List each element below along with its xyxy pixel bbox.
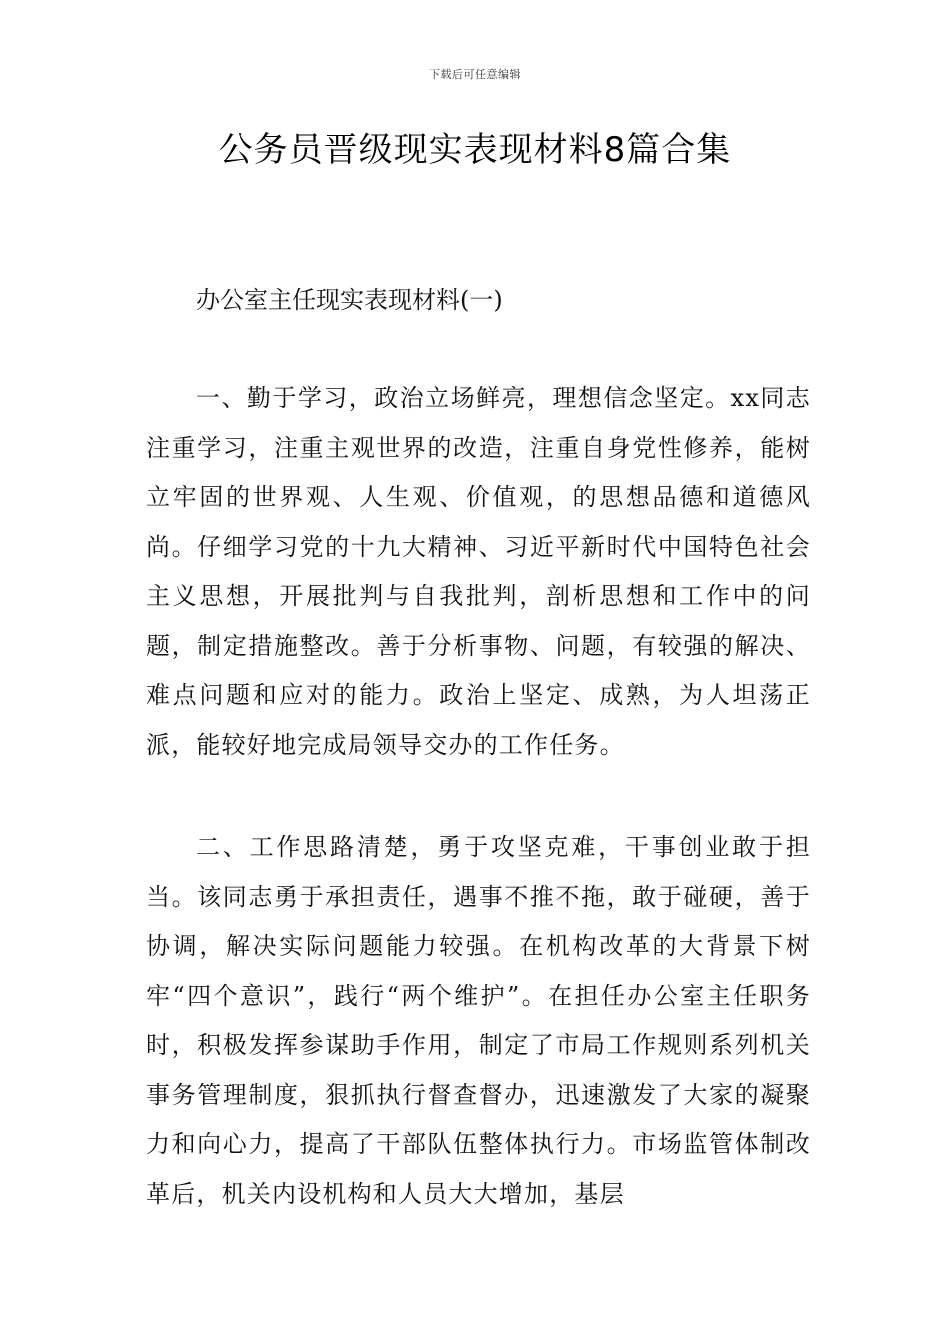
body-paragraph: 一、勤于学习，政治立场鲜亮，理想信念坚定。xx同志注重学习，注重主观世界的改造，注重自身党性修养，能树立牢固的世界观、人生观、价值观，的思想品德和道德风尚。仔细学习党的十九大精神、习近平新时代中国特色社会主义思想，开展批判与自我批判，剖析思想和工作中的问题，制定措施整改。善于分析事物、问题，有较强的解决、难点问题和应对的能力。政治上坚定、成熟，为人坦荡正派，能较好地完成局领导交办的工作任务。 bbox=[146, 384, 811, 759]
body-paragraph: 二、工作思路清楚，勇于攻坚克难，干事创业敢于担当。该同志勇于承担责任，遇事不推不拖，敢于碰硬，善于协调，解决实际问题能力较强。在机构改革的大背景下树牢“四个意识”，践行“两个维护”。在担任办公室主任职务时，积极发挥参谋助手作用，制定了市局工作规则系列机关事务管理制度，狠抓执行督查督办，迅速激发了大家的凝聚力和向心力，提高了干部队伍整体执行力。市场监管体制改革后，机关内设机构和人员大大增加，基层 bbox=[146, 833, 811, 1208]
document-title: 公务员晋级现实表现材料8篇合集 bbox=[218, 130, 732, 170]
section-title: 办公室主任现实表现材料(一) bbox=[196, 286, 503, 314]
header-note: 下载后可任意编辑 bbox=[429, 68, 521, 81]
